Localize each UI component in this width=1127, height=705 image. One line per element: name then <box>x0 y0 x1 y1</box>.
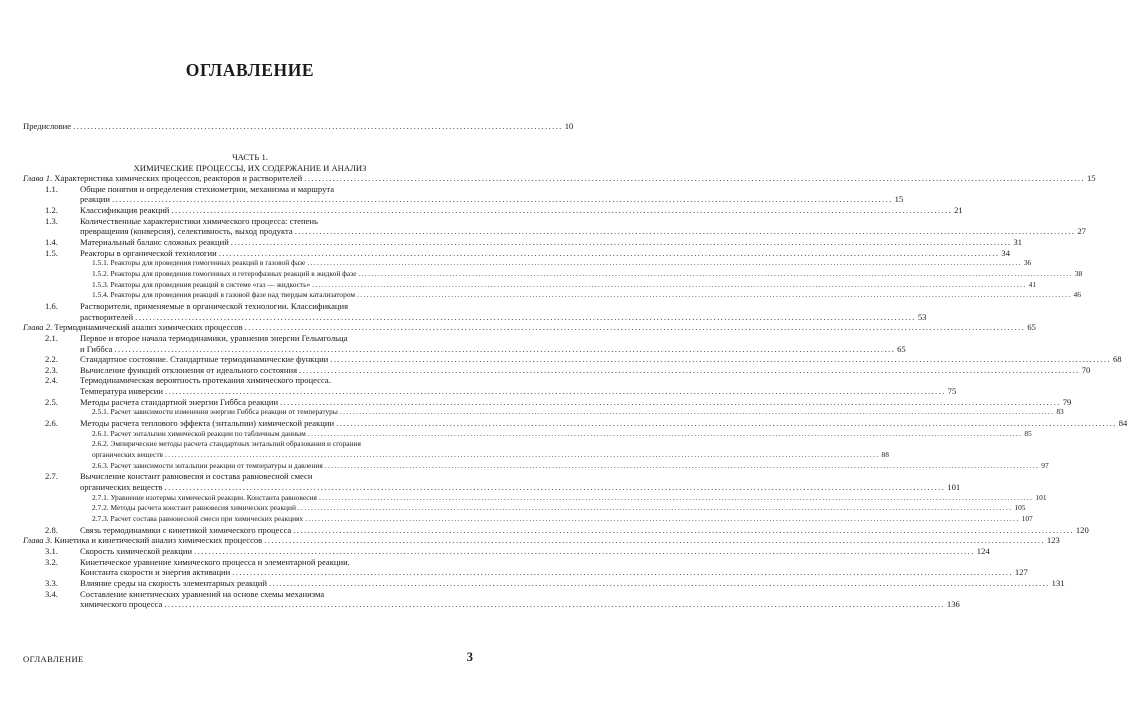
toc-entry-body <box>80 556 1028 578</box>
toc-chapter[interactable] <box>23 173 1096 184</box>
toc-title-text: 2.6.2. Эмпирические методы расчета стандартных энтальпий образования и сгорания <box>92 439 361 449</box>
toc-number: 2.3. <box>45 364 58 375</box>
toc-page-number: 97 <box>1041 460 1049 470</box>
toc-section[interactable] <box>23 418 1127 429</box>
toc-title-text: Кинетическое уравнение химического процесса и элементарной реакции. <box>80 556 350 567</box>
toc-title-text: . Характеристика химических процессов, реакторов и растворителей <box>50 173 303 183</box>
toc-section[interactable] <box>23 236 1023 248</box>
toc-title-text: 1.5.4. Реакторы для проведения реакций в газовой фазе над твердым катализатором <box>92 290 356 300</box>
leader-dots: ............................................................................................................................................................................................................................ <box>264 535 1045 546</box>
toc-title-text: Вычисление функций отклонения от идеального состояния <box>80 364 298 375</box>
toc-subsection[interactable] <box>23 460 1049 472</box>
toc-page-number: 79 <box>1062 396 1072 407</box>
leader-dots: ............................................................................................................................................................................................................................ <box>112 194 893 205</box>
toc-section[interactable] <box>23 588 960 610</box>
toc-page-number: 83 <box>1056 407 1064 417</box>
toc-section[interactable] <box>23 545 990 557</box>
toc-title-text: 1.5.2. Реакторы для проведения гомогенных и гетерофазных реакций в жидкой фазе <box>92 268 357 278</box>
page-number: 3 <box>466 650 473 664</box>
toc-number: 1.1. <box>45 183 58 194</box>
toc-page-number: 36 <box>1023 258 1032 268</box>
toc-entry-body <box>23 428 1032 440</box>
toc-title-text: Связь термодинамики с кинетикой химического процесса <box>80 524 292 535</box>
toc-page-number: 120 <box>1075 524 1089 535</box>
leader-dots: ............................................................................................................................................................................................................................ <box>232 567 1013 578</box>
toc-number: 1.6. <box>45 300 58 311</box>
toc-entry-body <box>23 514 1033 525</box>
leader-dots: ............................................................................................................................................................................................................................ <box>230 236 1012 247</box>
toc-page-number: 15 <box>1086 173 1096 183</box>
toc-page-number: 15 <box>894 194 904 205</box>
toc-title-text: Методы расчета теплового эффекта (энтальпии) химической реакции <box>80 418 335 429</box>
toc-line <box>80 236 1023 248</box>
toc-list <box>23 173 1127 610</box>
preface-label: Предисловие <box>23 121 72 131</box>
toc-line <box>80 364 1091 376</box>
toc-line <box>80 333 473 344</box>
chapter-label: Глава 1 <box>23 173 50 183</box>
toc-line <box>80 226 1086 237</box>
toc-page-number: 34 <box>1001 247 1010 258</box>
toc-title-text: Количественные характеристики химического процесса: степень <box>80 215 318 226</box>
toc-subsection[interactable] <box>23 514 1033 525</box>
toc-line <box>80 557 473 568</box>
leader-dots: ............................................................................................................................................................................................................................ <box>164 482 946 493</box>
toc-page-number: 136 <box>946 599 960 610</box>
toc-title-text: Реакторы в органической технологии <box>80 247 217 258</box>
toc-page-number: 65 <box>1027 322 1036 333</box>
toc-title-text: Классификация реакций <box>80 204 170 215</box>
toc-number: 2.4. <box>45 375 58 386</box>
toc-number: 3.4. <box>45 588 58 599</box>
toc-line <box>80 418 1127 429</box>
toc-line <box>92 450 889 461</box>
toc-line <box>80 184 473 195</box>
toc-entry-body <box>80 204 963 216</box>
toc-line <box>80 247 1010 259</box>
toc-title-text: Первое и второе начала термодинамики, уравнения энергии Гельмгольца <box>80 332 348 343</box>
leader-dots: ............................................................................................................................................................................................................................ <box>299 364 1080 375</box>
leader-dots: ............................................................................................................................................................................................................................ <box>307 258 1022 268</box>
toc-line <box>80 194 904 205</box>
toc-entry-body <box>23 268 1083 280</box>
leader-dots: ............................................................................................................................................................................................................................ <box>297 503 1013 513</box>
toc-line <box>80 589 473 600</box>
toc-subsection[interactable] <box>23 407 1064 418</box>
toc-title-text: 1.5.3. Реакторы для проведения реакций в системе «газ — жидкость» <box>92 279 311 289</box>
toc-entry-body <box>80 247 1010 259</box>
leader-dots: ............................................................................................................................................................................................................................ <box>268 577 1050 588</box>
toc-title-text: 1.5.1. Реакторы для проведения гомогенных реакций в газовой фазе <box>92 258 306 268</box>
toc-subsection[interactable] <box>23 290 1081 301</box>
toc-section[interactable] <box>23 183 904 205</box>
toc-number: 3.1. <box>45 545 58 556</box>
toc-entry-body <box>80 577 1065 589</box>
toc-line <box>80 386 957 397</box>
toc-number: 2.2. <box>45 354 58 365</box>
toc-page-number: 65 <box>897 343 906 354</box>
toc-line <box>80 311 927 323</box>
toc-page-number: 21 <box>954 204 963 215</box>
toc-title-text: Растворители, применяемые в органической технологии. Классификация <box>80 300 349 311</box>
toc-title-text: 2.7.2. Методы расчета констант равновесия химических реакций <box>92 503 296 513</box>
toc-page-number: 107 <box>1021 514 1033 523</box>
part-heading <box>0 152 500 173</box>
toc-entry-body <box>80 183 904 205</box>
chapter-label: Глава 3 <box>23 535 50 546</box>
toc-page-number: 131 <box>1051 577 1065 588</box>
toc-number: 1.4. <box>45 236 58 247</box>
toc-section[interactable] <box>23 364 1091 376</box>
toc-section[interactable] <box>23 215 1086 237</box>
toc-page-number: 101 <box>947 482 961 493</box>
toc-title-text: Скорость химической реакции <box>80 545 193 556</box>
toc-entry-body <box>80 396 1072 408</box>
toc-entry-body <box>80 471 961 493</box>
toc-page-number: 53 <box>917 311 927 322</box>
toc-title-text: 2.6.1. Расчет энтальпии химической реакции по табличным данным <box>92 428 306 438</box>
toc-section[interactable] <box>23 396 1072 408</box>
toc-entry-body <box>23 439 889 460</box>
toc-line <box>92 460 1049 472</box>
toc-number: 1.3. <box>45 215 58 226</box>
toc-page-number: 75 <box>947 386 957 397</box>
toc-line <box>92 492 1047 504</box>
toc-line <box>92 258 1032 269</box>
toc-section[interactable] <box>23 300 927 322</box>
toc-section[interactable] <box>23 556 1028 578</box>
toc-line <box>92 428 1032 440</box>
toc-section[interactable] <box>23 354 1122 365</box>
leader-dots: ............................................................................................................................................................................................................................ <box>324 460 1040 470</box>
toc-entry-body <box>80 545 990 557</box>
toc-section[interactable] <box>23 375 957 397</box>
toc-title-text: растворителей <box>80 311 134 322</box>
toc-line <box>80 567 1028 578</box>
leader-dots: ............................................................................................................................................................................................................................ <box>339 407 1055 417</box>
toc-entry-body <box>23 407 1064 418</box>
toc-title-text: органических веществ <box>80 482 163 493</box>
leader-dots: ............................................................................................................................................................................................................................ <box>171 204 953 215</box>
toc-title-text: реакции <box>80 194 111 205</box>
toc-number: 3.3. <box>45 577 58 588</box>
toc-number: 2.1. <box>45 332 58 343</box>
toc-number: 2.6. <box>45 418 58 429</box>
toc-entry-body <box>80 354 1122 365</box>
toc-line <box>80 545 990 557</box>
toc-entry-body <box>23 492 1047 504</box>
toc-page-number: 123 <box>1046 535 1060 546</box>
toc-title-text: Материальный баланс сложных реакций <box>80 236 229 247</box>
toc-line <box>92 439 473 450</box>
toc-subsection[interactable] <box>23 492 1047 504</box>
toc-line <box>23 322 1036 333</box>
page-title: ОГЛАВЛЕНИЕ <box>185 60 315 80</box>
toc-page-number: 124 <box>976 545 990 556</box>
toc-entry-body <box>23 290 1081 301</box>
toc-section[interactable] <box>23 204 963 216</box>
toc-line <box>23 173 1096 184</box>
toc-title-text: Термодинамическая вероятность протекания химического процесса. <box>80 375 331 386</box>
toc-entry-body <box>80 524 1089 536</box>
toc-line <box>80 216 473 227</box>
toc-line <box>80 204 963 216</box>
part-number: ЧАСТЬ 1. <box>232 152 268 162</box>
toc-line <box>92 514 1033 525</box>
toc-number: 1.5. <box>45 247 58 258</box>
toc-entry-body <box>80 364 1091 376</box>
toc-title-text: Стандартное состояние. Стандартные термодинамические функции <box>80 354 329 365</box>
toc-title-text: превращения (конверсия), селективность, выход продукта <box>80 226 293 237</box>
toc-page-number: 68 <box>1112 354 1122 365</box>
leader-dots: ............................................................................................................................................................................................................................ <box>307 428 1023 438</box>
toc-page-number: 41 <box>1028 279 1037 289</box>
toc-line <box>80 471 473 482</box>
toc-page-number: 127 <box>1014 567 1028 578</box>
leader-dots: ............................................................................................................................................................................................................................ <box>336 418 1117 429</box>
toc-title-text: 2.7.1. Уравнение изотермы химической реакции. Константа равновесия <box>92 492 317 502</box>
toc-page-number: 84 <box>1118 418 1127 429</box>
toc-line <box>80 354 1122 365</box>
leader-dots: ............................................................................................................................................................................................................................ <box>244 322 1026 333</box>
leader-dots: ............................................................................................................................................................................................................................ <box>312 279 1027 289</box>
toc-entry-body <box>80 588 960 610</box>
toc-section[interactable] <box>23 577 1065 589</box>
toc-line <box>80 301 473 312</box>
leader-dots: ............................................................................................................................................................................................................................ <box>135 311 916 322</box>
toc-section[interactable] <box>23 247 1010 259</box>
leader-dots: ............................................................................................................................................................................................................................ <box>165 450 880 460</box>
leader-dots: ............................................................................................................................................................................................................................ <box>358 268 1073 278</box>
toc-title-text: Константа скорости и энергия активации <box>80 567 231 578</box>
toc-entry-body <box>80 215 1086 237</box>
leader-dots: ............................................................................................................................................................................................................................ <box>293 524 1074 535</box>
toc-subsection[interactable] <box>23 279 1037 291</box>
toc-line <box>80 343 906 355</box>
toc-entry-body <box>23 258 1032 269</box>
toc-line <box>92 290 1081 301</box>
toc-number: 1.2. <box>45 204 58 215</box>
toc-section[interactable] <box>23 471 961 493</box>
leader-dots: ............................................................................................................................................................................................................................ <box>305 514 1020 523</box>
toc-line <box>80 577 1065 589</box>
toc-subsection[interactable] <box>23 268 1083 280</box>
toc-page-number: 31 <box>1013 236 1023 247</box>
part-name: ХИМИЧЕСКИЕ ПРОЦЕССЫ, ИХ СОДЕРЖАНИЕ И АНАЛИЗ <box>133 162 367 173</box>
toc-line <box>92 407 1064 418</box>
leader-dots: ............................................................................................................................................................................................................................ <box>218 247 1000 258</box>
toc-number: 2.7. <box>45 471 58 482</box>
toc-subsection[interactable] <box>23 439 889 460</box>
toc-title-text: Влияние среды на скорость элементарных реакций <box>80 577 267 588</box>
leader-dots: ............................................................................................................................................................................................................................ <box>194 545 975 556</box>
toc-title-text: химического процесса <box>80 599 163 610</box>
toc-title-text: 2.7.3. Расчет состава равновесной смеси при химических реакциях <box>92 514 304 523</box>
toc-section[interactable] <box>23 332 906 354</box>
toc-entry-body <box>80 300 927 322</box>
toc-title-text: . Кинетика и кинетический анализ химических процессов <box>50 535 263 546</box>
toc-line <box>80 375 473 386</box>
toc-title-text: и Гиббса <box>80 343 113 354</box>
leader-dots: ............................................................................................................................................................................................................................ <box>357 290 1072 300</box>
toc-page-number: 105 <box>1014 503 1026 513</box>
toc-line <box>80 599 960 610</box>
toc-title-text: 2.6.3. Расчет зависимости энтальпии реакции от температуры и давления <box>92 460 323 470</box>
toc-page-number: 101 <box>1035 492 1047 502</box>
toc-entry-body <box>23 460 1049 472</box>
toc-entry-body <box>23 173 1096 184</box>
toc-section[interactable] <box>23 524 1089 536</box>
toc-subsection[interactable] <box>23 428 1032 440</box>
toc-page-number: 38 <box>1074 268 1083 278</box>
toc-entry-body <box>23 322 1036 333</box>
toc-title-text: Температура инверсии <box>80 386 164 397</box>
toc-page-number: 70 <box>1081 364 1091 375</box>
toc-number: 2.5. <box>45 396 58 407</box>
preface-page: 10 <box>564 121 574 131</box>
toc-line <box>80 482 961 493</box>
toc-title-text: Составление кинетических уравнений на основе схемы механизма <box>80 588 325 599</box>
toc-line <box>80 396 1072 408</box>
toc-entry-body <box>23 535 1060 546</box>
leader-dots: ............................................................................................................................................................................................................................ <box>114 343 896 354</box>
leader-dots: ............................................................................................................................................................................................................................ <box>280 396 1061 407</box>
running-footer: ОГЛАВЛЕНИЕ <box>23 654 84 664</box>
leader-dots: .......................................................................................................................................... <box>73 121 563 131</box>
toc-title-text: Вычисление констант равновесия и состава равновесной смеси <box>80 471 313 482</box>
toc-entry-body <box>80 332 906 354</box>
toc-entry-body <box>23 279 1037 291</box>
toc-subsection[interactable] <box>23 503 1026 514</box>
leader-dots: ............................................................................................................................................................................................................................ <box>330 354 1111 365</box>
toc-page-number: 88 <box>881 450 889 460</box>
toc-preface[interactable] <box>23 121 574 132</box>
toc-entry-body <box>23 503 1026 514</box>
leader-dots: ............................................................................................................................................................................................................................ <box>318 492 1034 502</box>
chapter-label: Глава 2 <box>23 322 50 333</box>
toc-line <box>92 503 1026 514</box>
toc-entry-body <box>80 236 1023 248</box>
toc-line <box>92 279 1037 291</box>
toc-number: 2.8. <box>45 524 58 535</box>
toc-entry-body <box>80 418 1127 429</box>
toc-number: 3.2. <box>45 556 58 567</box>
toc-title-text: 2.5.1. Расчет зависимости изменения энергии Гиббса реакции от температуры <box>92 407 338 417</box>
toc-chapter[interactable] <box>23 322 1036 333</box>
toc-chapter[interactable] <box>23 535 1060 546</box>
toc-page-number: 85 <box>1024 428 1032 438</box>
leader-dots: ............................................................................................................................................................................................................................ <box>165 386 946 397</box>
leader-dots: ............................................................................................................................................................................................................................ <box>294 226 1076 237</box>
toc-title-text: Общие понятия и определения стехиометрии, механизма и маршрута <box>80 183 335 194</box>
toc-line <box>80 524 1089 536</box>
toc-page-number: 27 <box>1077 226 1086 237</box>
leader-dots: ............................................................................................................................................................................................................................ <box>304 173 1085 183</box>
toc-page-number: 46 <box>1073 290 1081 300</box>
toc-title-text: органических веществ <box>92 450 164 460</box>
leader-dots: ............................................................................................................................................................................................................................ <box>164 599 945 610</box>
toc-entry-body <box>80 375 957 397</box>
toc-title-text: . Термодинамический анализ химических процессов <box>50 322 243 333</box>
toc-line <box>23 535 1060 546</box>
toc-line <box>92 268 1083 280</box>
toc-title-text: Методы расчета стандартной энергии Гиббса реакции <box>80 396 279 407</box>
toc-subsection[interactable] <box>23 258 1032 269</box>
